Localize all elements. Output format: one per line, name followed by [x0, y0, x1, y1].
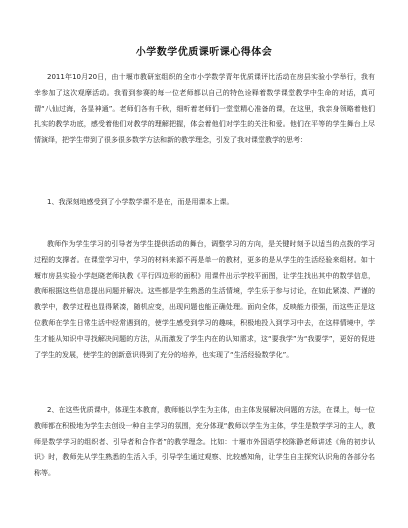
section-1-heading: 1、我深刻地感受到了小学数学课不是在，而是用课本上课。: [47, 198, 234, 206]
section-2-paragraph: 2、在这些优质课中，体现生本教育，教师能以学生为主体，由主体发展解决问题的方法，在课上，每一位教师都在积极地为学生去创设一种自主学习的氛围，充分体现“教师以学生为主体，学生是数学学习的主人，教师是数学学习的组织者、引导者和合作者”的教学理念。比如：十堰市外国语学校陈静老师讲述《角的初步认识》时，教师先从学生熟悉的生活入手，引导学生通过观察、比较感知角，让学生自主探究认识角的各部分名称等。: [34, 406, 375, 478]
document-title: 小学数学优质课听课心得体会: [135, 47, 273, 58]
intro-paragraph: 2011年10月20日，由十堰市教研室组织的全市小学数学青年优质课评比活动在房县实验小学举行，我有幸参加了这次观摩活动。我看到参赛的每一位老师都以自己的特色诠释着数学课堂教学中生命的对话，真可谓“八仙过海，各显神通”。老师们各有千秋，细听着老师们一堂堂精心准备的课，在这里，我亲身领略着他们扎实的教学功底，感受着他们对教学的理解把握，体会着他们对学生的关注和爱。他们在平等的学生舞台上尽情演绎，把学生带到了很多很多数学方法和新的教学理念，引发了我对课堂教学的思考：: [34, 73, 375, 145]
section-1-body: 教师作为学生学习的引导者为学生提供活动的舞台，调整学习的方向，是关键时刻予以适当的点拨的学习过程的支撑者。在课堂学习中，学习的材料来源不再是单一的教材，更多的是从学生的生活经验来组材。如十堰市房县实验小学赵晓老师执教《平行四边形的面积》用课件出示学校平面图，让学生找出其中的数学信息，教师根据这些信息提出问题并解决。这些都是学生熟悉的生活情境，学生乐于参与讨论，在如此紧凑、严谨的教学中，教学过程也显得紧凑，随机应变，出现问题也能正确处理。面向全体，反映能力很强，而这些正是这位教师在学生日常生活中经常遇到的，使学生感受到学习的趣味，积极地投入到学习中去，在这样情境中，学生才能从知识中寻找解决问题的方法，从而激发了学生内在的认知需求，这“要我学”为“我要学”，更好的促进了学生的发展，使学生的创新意识得到了充分的培养，也实现了“生活经验数学化”。: [34, 240, 375, 359]
